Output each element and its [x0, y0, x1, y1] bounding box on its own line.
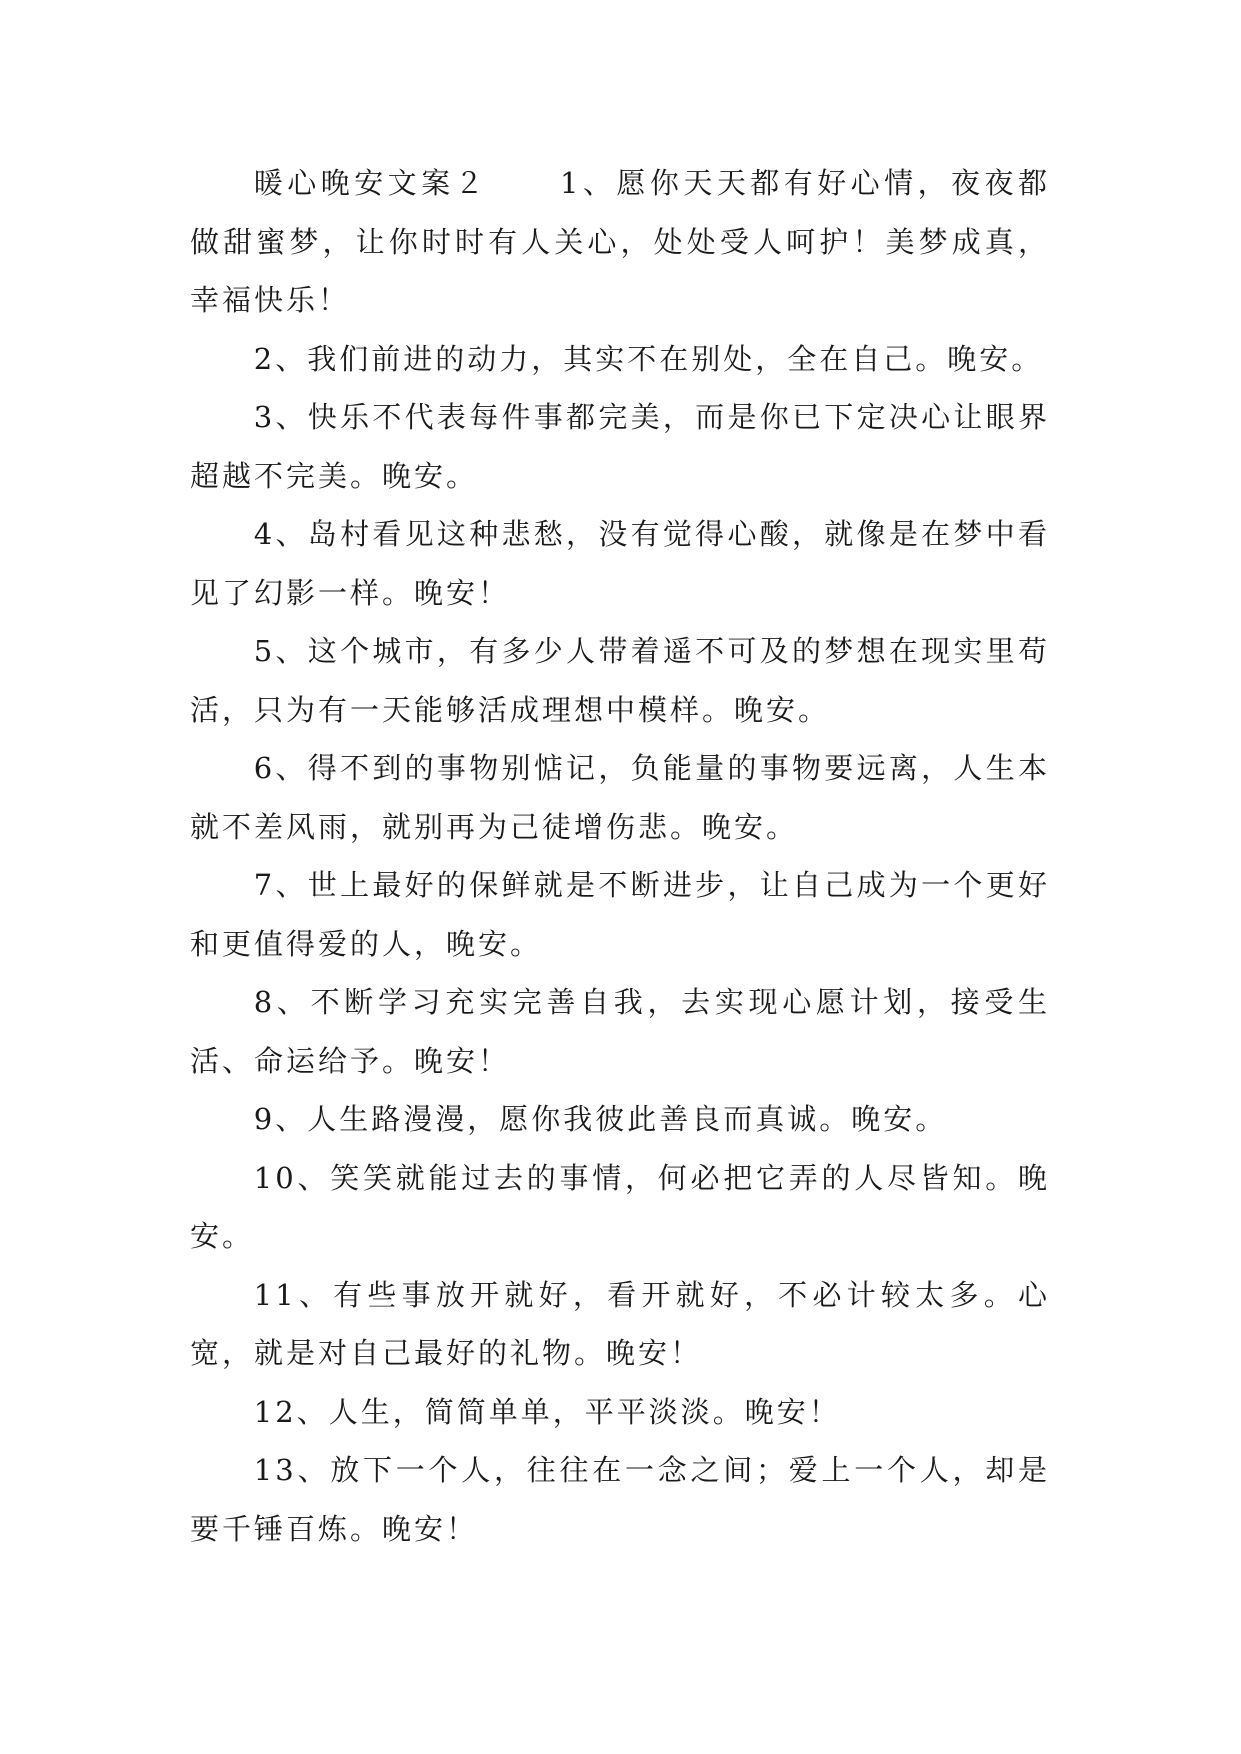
document-title: 暖心晚安文案２ — [253, 166, 489, 200]
document-body — [190, 154, 1050, 1558]
list-item-5: 5、这个城市，有多少人带着遥不可及的梦想在现实里苟活，只为有一天能够活成理想中模样。晚安。 — [190, 634, 1050, 727]
list-item-9: 9、人生路漫漫，愿你我彼此善良而真诚。晚安。 — [253, 1102, 948, 1136]
list-item-7: 7、世上最好的保鲜就是不断进步，让自己成为一个更好和更值得爱的人，晚安。 — [190, 868, 1050, 961]
list-item-2: 2、我们前进的动力，其实不在别处，全在自己。晚安。 — [253, 341, 1044, 376]
list-item-1: 1、愿你天天都有好心情，夜夜都做甜蜜梦，让你时时有人关心，处处受人呵护！美梦成真，幸福快乐！ — [190, 166, 1050, 317]
first-paragraph — [190, 154, 1050, 330]
list-item-8: 8、不断学习充实完善自我，去实现心愿计划，接受生活、命运给予。晚安！ — [190, 985, 1050, 1078]
list-item-6: 6、得不到的事物别惦记，负能量的事物要远离，人生本就不差风雨，就别再为己徒增伤悲。晚安。 — [190, 751, 1050, 844]
list-item-12: 12、人生，简简单单，平平淡淡。晚安！ — [253, 1394, 841, 1429]
list-item-3: 3、快乐不代表每件事都完美，而是你已下定决心让眼界超越不完美。晚安。 — [190, 400, 1050, 493]
list-item-13: 13、放下一个人，往往在一念之间；爱上一个人，却是要千锤百炼。晚安！ — [190, 1453, 1050, 1546]
list-item-11: 11、有些事放开就好，看开就好，不必计较太多。心宽，就是对自己最好的礼物。晚安！ — [190, 1277, 1050, 1370]
list-item-4: 4、岛村看见这种悲愁，没有觉得心酸，就像是在梦中看见了幻影一样。晚安！ — [190, 517, 1050, 610]
list-item-10: 10、笑笑就能过去的事情，何必把它弄的人尽皆知。晚安。 — [190, 1160, 1050, 1253]
